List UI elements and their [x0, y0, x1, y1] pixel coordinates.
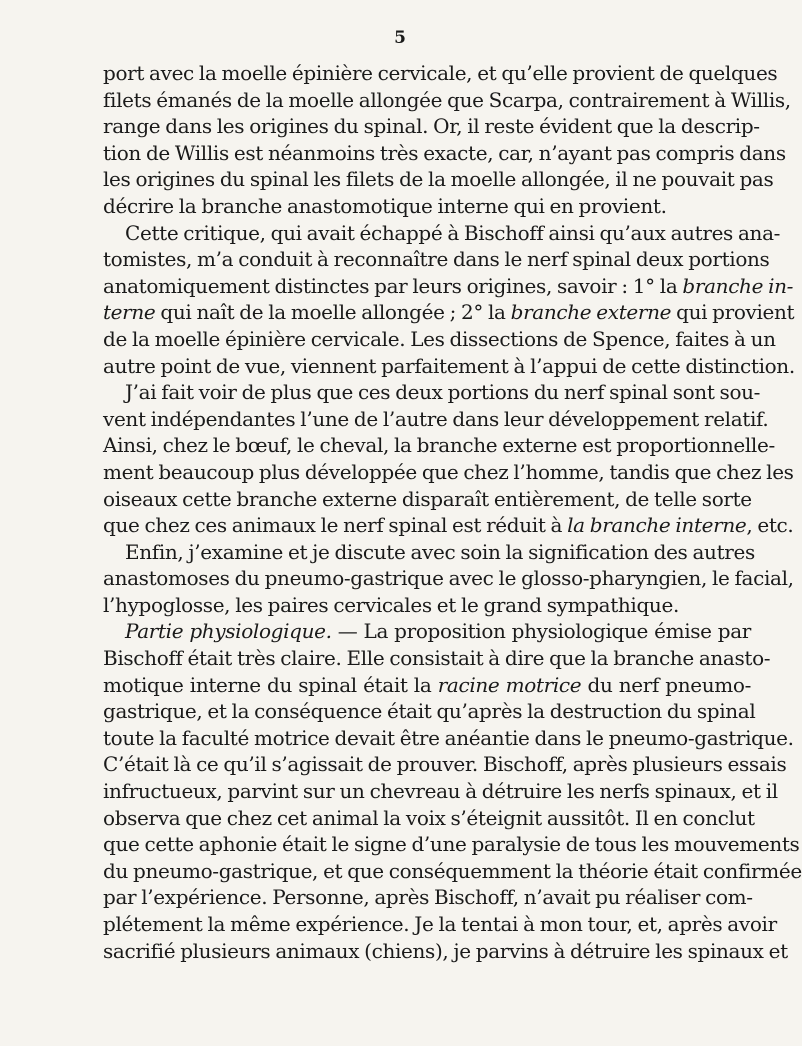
text-line: du pneumo-gastrique, et que conséquemment la théorie était confirmée: [103, 858, 802, 883]
text-run: — La proposition physiologique émise par: [331, 619, 751, 644]
text-line: port avec la moelle épinière cervicale, et qu’elle provient de quelques: [103, 61, 778, 85]
text-line: tion de Willis est néanmoins très exacte, car, n’ayant pas compris dans: [103, 140, 786, 165]
text-run: qui provient: [671, 300, 795, 325]
text-line: [103, 299, 795, 326]
text-line: anastomoses du pneumo-gastrique avec le glosso-pharyngien, le facial,: [103, 566, 794, 591]
text-line: ment beaucoup plus développée que chez l’homme, tandis que chez les: [103, 459, 794, 484]
text-run: motique interne du spinal était la: [103, 672, 438, 697]
text-run: anatomiquement distinctes par leurs origines, savoir : 1° la: [103, 273, 683, 298]
text-run: que chez ces animaux le nerf spinal est réduit à: [103, 513, 568, 538]
text-line: tomistes, m’a conduit à reconnaître dans le nerf spinal deux portions: [103, 247, 770, 272]
text-run: qui naît de la moelle allongée ; 2° la: [155, 300, 511, 325]
text-line: sacrifié plusieurs animaux (chiens), je parvins à détruire les spinaux et: [103, 938, 788, 963]
text-line: par l’expérience. Personne, après Bischoff, n’avait pu réaliser com-: [103, 885, 753, 910]
text-line: range dans les origines du spinal. Or, il reste évident que la descrip-: [103, 114, 760, 139]
text-line: de la moelle épinière cervicale. Les dissections de Spence, faites à un: [103, 326, 776, 351]
body-text: [103, 60, 802, 964]
text-line: oiseaux cette branche externe disparaît entièrement, de telle sorte: [103, 486, 752, 511]
italic-section-title: Partie physiologique.: [125, 619, 332, 644]
italic-term: branche in-: [682, 273, 794, 298]
text-line: autre point de vue, viennent parfaitement à l’appui de cette distinction.: [103, 353, 795, 378]
text-line: que cette aphonie était le signe d’une paralysie de tous les mouvements: [103, 832, 800, 857]
text-run: du nerf pneumo-: [581, 672, 752, 697]
text-line: [103, 618, 751, 645]
text-line: Cette critique, qui avait échappé à Bischoff ainsi qu’aux autres ana-: [125, 220, 781, 245]
text-line: [103, 273, 794, 300]
italic-term: la branche interne: [567, 513, 747, 538]
page-number: 5: [394, 28, 406, 48]
text-run: , etc.: [746, 513, 794, 538]
text-line: l’hypoglosse, les paires cervicales et le grand sympathique.: [103, 592, 679, 617]
text-line: C’était là ce qu’il s’agissait de prouver. Bischoff, après plusieurs essais: [103, 752, 787, 777]
text-line: toute la faculté motrice devait être anéantie dans le pneumo-gastrique.: [103, 725, 794, 750]
text-line: Enfin, j’examine et je discute avec soin la signification des autres: [125, 539, 755, 564]
text-line: [103, 512, 794, 539]
text-line: vent indépendantes l’une de l’autre dans leur développement relatif.: [103, 406, 769, 431]
text-line: décrire la branche anastomotique interne qui en provient.: [103, 193, 667, 218]
text-line: infructueux, parvint sur un chevreau à détruire les nerfs spinaux, et il: [103, 779, 778, 804]
italic-term: terne: [103, 300, 156, 325]
text-line: gastrique, et la conséquence était qu’après la destruction du spinal: [103, 699, 756, 724]
text-line: les origines du spinal les filets de la moelle allongée, il ne pouvait pas: [103, 167, 774, 192]
text-line: Bischoff était très claire. Elle consistait à dire que la branche anasto-: [103, 646, 771, 671]
text-line: observa que chez cet animal la voix s’éteignit aussitôt. Il en conclut: [103, 805, 755, 830]
italic-term: branche externe: [510, 300, 672, 325]
text-line: [103, 672, 751, 699]
italic-term: racine motrice: [437, 672, 582, 697]
text-line: Ainsi, chez le bœuf, le cheval, la branche externe est proportionnelle-: [103, 433, 775, 458]
text-line: filets émanés de la moelle allongée que Scarpa, contrairement à Willis,: [103, 87, 791, 112]
text-line: plétement la même expérience. Je la tentai à mon tour, et, après avoir: [103, 912, 777, 936]
text-line: J’ai fait voir de plus que ces deux portions du nerf spinal sont sou-: [125, 380, 761, 405]
